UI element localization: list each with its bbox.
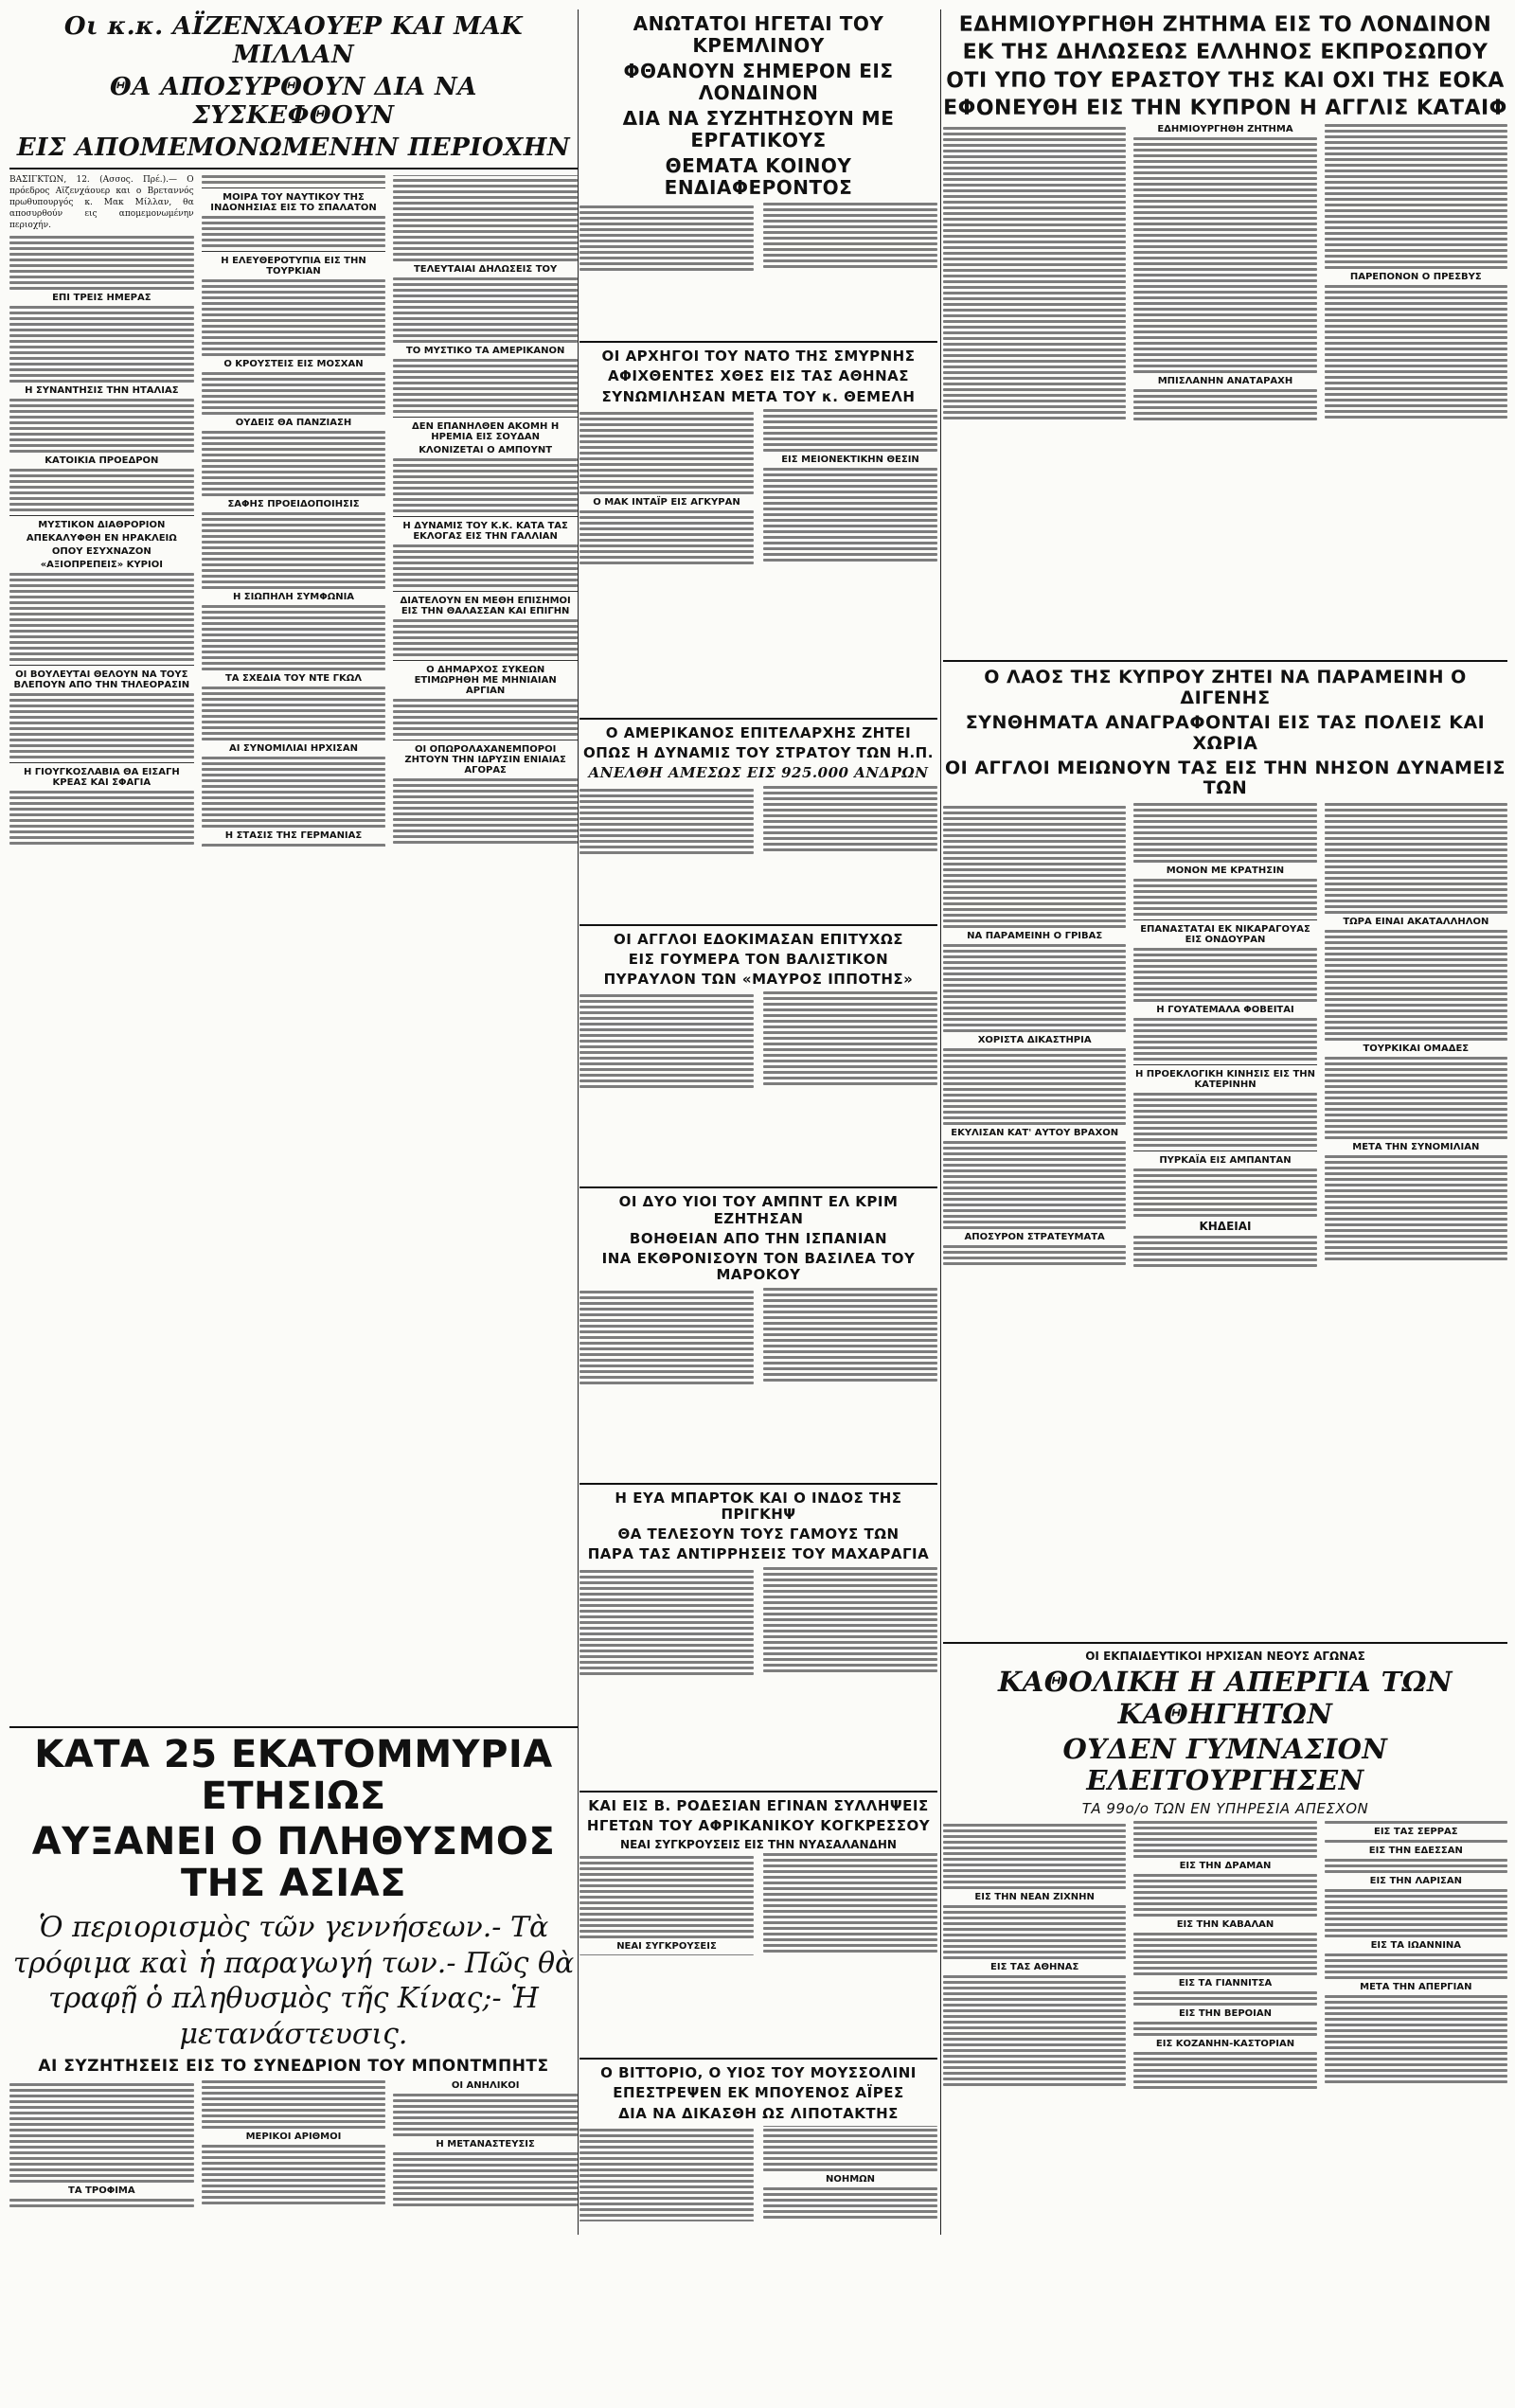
subheading: ΤΑ ΤΡΟΦΙΜΑ xyxy=(68,2185,135,2196)
subheading: ΜΕΤΑ ΤΗΝ ΑΠΕΡΓΙΑΝ xyxy=(1360,1981,1472,1992)
subheading: ΤΟ ΜΥΣΤΙΚΟ ΤΑ ΑΜΕΡΙΚΑΝΟΝ xyxy=(405,345,565,356)
subheading: Ο ΚΡΟΥΣΤΕΙΣ ΕΙΣ ΜΟΣΧΑΝ xyxy=(223,359,364,370)
article-columns xyxy=(579,786,937,919)
article-columns xyxy=(943,803,1507,1636)
headline-mayor: Ο ΔΗΜΑΡΧΟΣ ΣΥΚΕΩΝ ΕΤΙΜΩΡΗΘΗ ΜΕ ΜΗΝΙΑΙΑΝ ΑΡΓΙΑΝ xyxy=(414,664,557,696)
subheading: ΝΑ ΠΑΡΑΜΕΙΝΗ Ο ΓΡΙΒΑΣ xyxy=(967,931,1103,942)
divider xyxy=(579,2058,937,2060)
article-text xyxy=(943,944,1126,1032)
subheading: Η ΣΤΑΣΙΣ ΤΗΣ ΓΕΡΜΑΝΙΑΣ xyxy=(224,830,363,842)
subheading: ΕΙΣ ΤΗΝ ΕΔΕΣΣΑΝ xyxy=(1368,1845,1463,1856)
article-columns xyxy=(9,2080,578,2364)
subheading: ΝΟΗΜΩΝ xyxy=(825,2174,876,2185)
headline-line: Οι κ.κ. ΑΪΖΕΝΧΑΟΥΕΡ ΚΑΙ ΜΑΚ ΜΙΛΛΑΝ xyxy=(63,12,524,69)
article-text xyxy=(393,544,578,587)
headline-eisenhower xyxy=(9,13,578,162)
headline-line: «ΑΞΙΟΠΡΕΠΕΙΣ» ΚΥΡΙΟΙ xyxy=(40,559,163,570)
subheading: ΝΕΑΙ ΣΥΓΚΡΟΥΣΕΙΣ xyxy=(616,1941,717,1952)
article-text xyxy=(1133,1991,1316,2006)
headline-line: ΒΟΗΘΕΙΑΝ ΑΠΟ ΤΗΝ ΙΣΠΑΝΙΑΝ xyxy=(629,1229,888,1247)
headline-line: ΗΓΕΤΩΝ ΤΟΥ ΑΦΡΙΚΑΝΙΚΟΥ ΚΟΓΚΡΕΣΣΟΥ xyxy=(586,1816,931,1834)
article-text xyxy=(393,778,578,844)
article-text xyxy=(393,359,578,413)
divider xyxy=(579,1791,937,1793)
subheading: ΤΟΥΡΚΙΚΑΙ ΟΜΑΔΕΣ xyxy=(1363,1043,1470,1055)
column-rule xyxy=(578,9,579,2235)
article-text xyxy=(763,468,937,562)
article-text xyxy=(1133,1168,1316,1217)
headline-honduras: ΕΠΑΝΑΣΤΑΤΑΙ ΕΚ ΝΙΚΑΡΑΓΟΥΑΣ ΕΙΣ ΟΝΔΟΥΡΑΝ xyxy=(1140,924,1310,946)
article-text xyxy=(202,216,386,247)
article-text xyxy=(579,1856,754,1938)
headline-line: ΣΥΝΘΗΜΑΤΑ ΑΝΑΓΡΑΦΟΝΤΑΙ ΕΙΣ ΤΑΣ ΠΟΛΕΙΣ ΚΑΙ ΧΩΡΙΑ xyxy=(965,711,1486,754)
article-text xyxy=(9,306,194,383)
article-text xyxy=(1133,1874,1316,1917)
subheading: ΕΙΣ ΤΗΝ ΒΕΡΟΙΑΝ xyxy=(1178,2007,1272,2019)
article-text xyxy=(579,1288,937,1386)
article-text xyxy=(202,757,386,828)
article-columns xyxy=(579,409,937,712)
article-text xyxy=(9,693,194,758)
subheading: ΚΛΟΝΙΖΕΤΑΙ Ο ΑΜΠΟΥΝΤ xyxy=(419,444,553,455)
headline-line: Ο ΛΑΟΣ ΤΗΣ ΚΥΠΡΟΥ ΖΗΤΕΙ ΝΑ ΠΑΡΑΜΕΙΝΗ Ο ΔΙΓΕΝΗΣ xyxy=(984,667,1467,709)
subheading: ΜΕΤΑ ΤΗΝ ΣΥΝΟΜΙΛΙΑΝ xyxy=(1352,1142,1480,1153)
article-columns xyxy=(943,1821,1507,2408)
article-text xyxy=(9,573,194,661)
headline-officials: ΔΙΑΤΕΛΟΥΝ ΕΝ ΜΕΘΗ ΕΠΙΣΗΜΟΙ ΕΙΣ ΤΗΝ ΘΑΛΑΣΣΑΝ ΚΑΙ ΕΠΙΓΗΝ xyxy=(400,595,571,616)
article-text xyxy=(1133,879,1316,916)
divider xyxy=(579,1186,937,1188)
subheading: ΕΙΣ ΤΑΣ ΑΘΗΝΑΣ xyxy=(990,1961,1079,1972)
headline-asia-population xyxy=(9,1734,578,1904)
subheading: ΕΠΙ ΤΡΕΙΣ ΗΜΕΡΑΣ xyxy=(52,292,152,303)
subheading: Η ΜΕΤΑΝΑΣΤΕΥΣΙΣ xyxy=(436,2139,535,2149)
subheading: Η ΓΟΥΑΤΕΜΑΛΑ ΦΟΒΕΙΤΑΙ xyxy=(1156,1005,1294,1016)
headline-line: ΟΤΙ ΥΠΟ ΤΟΥ ΕΡΑΣΤΟΥ ΤΗΣ ΚΑΙ ΟΧΙ ΤΗΣ ΕΟΚΑ xyxy=(946,68,1505,93)
article-text xyxy=(9,469,194,511)
headline-line: ΔΙΑ ΝΑ ΣΥΖΗΤΗΣΟΥΝ ΜΕ ΕΡΓΑΤΙΚΟΥΣ xyxy=(622,107,895,152)
subheading: ΝΕΑΙ ΣΥΓΚΡΟΥΣΕΙΣ ΕΙΣ ΤΗΝ ΝΥΑΣΑΛΑΝΔΗΝ xyxy=(620,1838,897,1851)
headline-rhodesia xyxy=(579,1798,937,1835)
subheading: ΟΙ ΑΝΗΛΙΚΟΙ xyxy=(451,2080,520,2091)
headline-line: ΚΑΤΑ 25 ΕΚΑΤΟΜΜΥΡΙΑ ΕΤΗΣΙΩΣ xyxy=(34,1733,553,1819)
headline-line: ΕΙΣ ΓΟΥΜΕΡΑ ΤΟΝ ΒΑΛΙΣΤΙΚΟΝ xyxy=(628,950,889,968)
article-lead: ΒΑΣΙΓΚΤΩΝ, 12. (Ασσος. Πρέ.).— Ο πρόεδρος Αϊζενχάουερ και ο Βρεταννός πρωθυπουργός κ. Μακ Μίλλαν, θα αποσυρθούν εις απομεμονωμένην περιοχήν. xyxy=(9,175,194,230)
left-section xyxy=(9,9,578,2364)
article-columns xyxy=(579,991,937,1181)
headline-line: ΟΙ ΑΓΓΛΟΙ ΜΕΙΩΝΟΥΝ ΤΑΣ ΕΙΣ ΤΗΝ ΝΗΣΟΝ ΔΥΝΑΜΕΙΣ ΤΩΝ xyxy=(945,757,1506,799)
subheading: ΕΙΣ ΤΑ ΙΩΑΝΝΙΝΑ xyxy=(1370,1939,1462,1951)
headline-line: ΑΥΞΑΝΕΙ Ο ΠΛΗΘΥΣΜΟΣ ΤΗΣ ΑΣΙΑΣ xyxy=(31,1820,556,1906)
article-text xyxy=(1325,930,1507,1041)
headline-line: ΘΕΜΑΤΑ ΚΟΙΝΟΥ ΕΝΔΙΑΦΕΡΟΝΤΟΣ xyxy=(664,154,853,199)
article-text xyxy=(943,127,1126,419)
article-text xyxy=(579,203,937,273)
article-text xyxy=(393,699,578,736)
headline-line: ΟΙ ΑΡΧΗΓΟΙ ΤΟΥ ΝΑΤΟ ΤΗΣ ΣΜΥΡΝΗΣ xyxy=(601,348,916,365)
headline-line: ΟΙ ΔΥΟ ΥΙΟΙ ΤΟΥ ΑΜΠΝΤ ΕΛ ΚΡΙΜ ΕΖΗΤΗΣΑΝ xyxy=(618,1193,899,1227)
article-text xyxy=(579,412,754,494)
subheading: ΕΙΣ ΜΕΙΟΝΕΚΤΙΚΗΝ ΘΕΣΙΝ xyxy=(781,454,919,465)
headline-line: ΕΚ ΤΗΣ ΔΗΛΩΣΕΩΣ ΕΛΛΗΝΟΣ ΕΚΠΡΟΣΩΠΟΥ xyxy=(962,41,1488,65)
article-text xyxy=(579,991,937,1090)
article-text xyxy=(1133,2022,1316,2036)
article-text xyxy=(763,2187,937,2219)
headline-television: ΟΙ ΒΟΥΛΕΥΤΑΙ ΘΕΛΟΥΝ ΝΑ ΤΟΥΣ ΒΛΕΠΟΥΝ ΑΠΟ ΤΗΝ ΤΗΛΕΟΡΑΣΙΝ xyxy=(13,669,190,690)
article-columns xyxy=(579,1567,937,1785)
article-text xyxy=(1133,1018,1316,1061)
headline-line: ΑΠΕΚΑΛΥΦΘΗ ΕΝ ΗΡΑΚΛΕΙΩ xyxy=(26,532,177,544)
headline-black-knight xyxy=(579,932,937,989)
article-text xyxy=(1325,1953,1507,1979)
subheading: ΧΟΡΙΣΤΑ ΔΙΚΑΣΤΗΡΙΑ xyxy=(977,1035,1092,1046)
subheading: ΤΑ ΣΧΕΔΙΑ ΤΟΥ ΝΤΕ ΓΚΩΛ xyxy=(224,673,362,685)
headline-turkey-press: Η ΕΛΕΥΘΕΡΟΤΥΠΙΑ ΕΙΣ ΤΗΝ ΤΟΥΡΚΙΑΝ xyxy=(221,256,366,277)
article-text xyxy=(202,372,386,415)
headline-eva-bartok xyxy=(579,1490,937,1563)
headline-line: ΘΑ ΑΠΟΣΥΡΘΟΥΝ ΔΙΑ ΝΑ ΣΥΣΚΕΦΘΟΥΝ xyxy=(110,72,477,130)
article-text xyxy=(393,458,578,512)
article-text xyxy=(943,1975,1126,2069)
article-text xyxy=(1325,814,1507,914)
headline-line: ΙΝΑ ΕΚΘΡΟΝΙΣΟΥΝ ΤΟΝ ΒΑΣΙΛΕΑ ΤΟΥ ΜΑΡΟΚΟΥ xyxy=(601,1250,916,1284)
headline-katerini: Η ΠΡΟΕΚΛΟΓΙΚΗ ΚΙΝΗΣΙΣ ΕΙΣ ΤΗΝ ΚΑΤΕΡΙΝΗΝ xyxy=(1134,1069,1316,1091)
subheading: ΑΙ ΣΥΝΟΜΙΛΙΑΙ ΗΡΧΙΣΑΝ xyxy=(228,743,358,755)
headline-cyprus xyxy=(943,668,1507,799)
article-columns xyxy=(579,2126,937,2315)
article-text xyxy=(1133,948,1316,1002)
article-text xyxy=(943,1905,1126,1959)
article-columns xyxy=(943,124,1507,654)
subheading: ΕΙΣ ΤΗΝ ΝΕΑΝ ΖΙΧΝΗΝ xyxy=(974,1891,1095,1902)
headline-line: ΠΑΡΑ ΤΑΣ ΑΝΤΙΡΡΗΣΕΙΣ ΤΟΥ ΜΑΧΑΡΑΓΙΑ xyxy=(587,1545,930,1563)
article-text xyxy=(943,1141,1126,1229)
headline-yugoslavia: Η ΓΙΟΥΓΚΟΣΛΑΒΙΑ ΘΑ ΕΙΣΑΓΗ ΚΡΕΑΣ ΚΑΙ ΣΦΑΓΙΑ xyxy=(23,766,180,788)
article-text xyxy=(943,1824,1126,1889)
article-text xyxy=(1325,1889,1507,1937)
article-text xyxy=(1325,1995,1507,2083)
article-text xyxy=(202,2097,386,2129)
headline-line: Ο ΒΙΤΤΟΡΙΟ, Ο ΥΙΟΣ ΤΟΥ ΜΟΥΣΣΟΛΙΝΙ xyxy=(600,2064,917,2081)
subheading: ΜΠΙΣΛΑΝΗΝ ΑΝΑΤΑΡΑΧΗ xyxy=(1157,376,1293,387)
article-text xyxy=(1133,1093,1316,1147)
article-text xyxy=(943,1048,1126,1125)
headline-vittorio xyxy=(579,2065,937,2122)
article-text xyxy=(393,277,578,343)
article-text xyxy=(1325,1057,1507,1139)
headline-line: ΟΙ ΑΓΓΛΟΙ ΕΔΟΚΙΜΑΣΑΝ ΕΠΙΤΥΧΩΣ xyxy=(614,930,903,948)
article-columns xyxy=(579,1288,937,1477)
headline-line: ΣΥΝΩΜΙΛΗΣΑΝ ΜΕΤΑ ΤΟΥ κ. ΘΕΜΕΛΗ xyxy=(601,387,916,405)
subheading: ΕΚΥΛΙΣΑΝ ΚΑΤ' ΑΥΤΟΥ ΒΡΑΧΟΝ xyxy=(951,1128,1119,1139)
subheading: Ο ΜΑΚ ΙΝΤΑΪΡ ΕΙΣ ΑΓΚΥΡΑΝ xyxy=(593,496,740,508)
article-text xyxy=(202,279,386,356)
article-text xyxy=(202,605,386,670)
headline-kicker: ΟΙ ΕΚΠΑΙΔΕΥΤΙΚΟΙ ΗΡΧΙΣΑΝ ΝΕΟΥΣ ΑΓΩΝΑΣ xyxy=(1085,1650,1365,1664)
article-text xyxy=(202,2145,386,2204)
article-columns xyxy=(9,175,578,1719)
subheading: ΚΗΔΕΙΑΙ xyxy=(1199,1220,1252,1234)
article-text xyxy=(943,806,1126,928)
article-columns xyxy=(579,203,937,335)
headline-congress: ΑΙ ΣΥΖΗΤΗΣΕΙΣ ΕΙΣ ΤΟ ΣΥΝΕΔΡΙΟΝ ΤΟΥ ΜΠΟΝΤΜΠΗΤΣ xyxy=(38,2057,549,2077)
subheading: ΜΕΡΙΚΟΙ ΑΡΙΘΜΟΙ xyxy=(245,2132,342,2142)
divider xyxy=(579,718,937,720)
subheading: ΤΕΛΕΥΤΑΙΑΙ ΔΗΛΩΣΕΙΣ ΤΟΥ xyxy=(413,263,558,275)
headline-line: ΚΑΘΟΛΙΚΗ Η ΑΠΕΡΓΙΑ ΤΩΝ ΚΑΘΗΓΗΤΩΝ xyxy=(998,1666,1453,1730)
headline-line: ΕΦΟΝΕΥΘΗ ΕΙΣ ΤΗΝ ΚΥΠΡΟΝ Η ΑΓΓΛΙΣ ΚΑΤΑΙΦ xyxy=(943,96,1507,120)
divider xyxy=(579,1483,937,1485)
divider xyxy=(579,924,937,926)
article-text xyxy=(9,2083,194,2183)
article-text xyxy=(393,619,578,656)
headline-us-army xyxy=(579,725,937,782)
article-text xyxy=(202,431,386,496)
subheading: ΑΠΟΣΥΡΟΝ ΣΤΡΑΤΕΥΜΑΤΑ xyxy=(964,1232,1105,1243)
headline-line: ΕΔΗΜΙΟΥΡΓΗΘΗ ΖΗΤΗΜΑ ΕΙΣ ΤΟ ΛΟΝΔΙΝΟΝ xyxy=(958,13,1492,37)
headline-line: ΟΥΔΕΝ ΓΥΜΝΑΣΙΟΝ ΕΛΕΙΤΟΥΡΓΗΣΕΝ xyxy=(1062,1732,1388,1797)
column-rule xyxy=(940,9,941,2235)
headline-teachers-strike xyxy=(943,1667,1507,1796)
subheading: ΕΙΣ ΤΗΝ ΔΡΑΜΑΝ xyxy=(1179,1860,1272,1871)
headline-greengrocers: ΟΙ ΟΠΩΡΟΛΑΧΑΝΕΜΠΟΡΟΙ ΖΗΤΟΥΝ ΤΗΝ ΙΔΡΥΣΙΝ ΕΝΙΑΙΑΣ ΑΓΟΡΑΣ xyxy=(404,743,566,776)
article-text xyxy=(579,1567,937,1677)
headline-kremlin xyxy=(579,13,937,199)
subheading: ΚΑΤΟΙΚΙΑ ΠΡΟΕΔΡΟΝ xyxy=(45,455,159,466)
article-text xyxy=(1325,285,1507,419)
headline-line: ΑΦΙΧΘΕΝΤΕΣ ΧΘΕΣ ΕΙΣ ΤΑΣ ΑΘΗΝΑΣ xyxy=(608,367,909,385)
article-text xyxy=(1325,1155,1507,1260)
subheading: ΕΙΣ ΤΑ ΓΙΑΝΝΙΤΣΑ xyxy=(1178,1977,1273,1989)
headline-nato xyxy=(579,348,937,405)
headline-line: ΕΙΣ ΑΠΟΜΕΜΟΝΩΜΕΝΗΝ ΠΕΡΙΟΧΗΝ xyxy=(16,133,571,162)
article-text xyxy=(202,512,386,589)
headline-line: ΘΑ ΤΕΛΕΣΟΥΝ ΤΟΥΣ ΓΑΜΟΥΣ ΤΩΝ xyxy=(617,1525,900,1543)
headline-abadan-fire: ΠΥΡΚΑΪΑ ΕΙΣ ΑΜΠΑΝΤΑΝ xyxy=(1159,1155,1292,1167)
headline-line: ΟΠΩΣ Η ΔΥΝΑΜΙΣ ΤΟΥ ΣΤΡΑΤΟΥ ΤΩΝ Η.Π. xyxy=(583,744,934,761)
article-text xyxy=(579,786,937,856)
article-text xyxy=(202,687,386,740)
divider xyxy=(9,168,578,169)
divider xyxy=(943,660,1507,662)
subheading: ΕΔΗΜΙΟΥΡΓΗΘΗ ΖΗΤΗΜΑ xyxy=(1157,124,1293,135)
divider xyxy=(943,1642,1507,1644)
subheading: Η ΣΥΝΑΝΤΗΣΙΣ ΤΗΝ ΗΤΑΛΙΑΣ xyxy=(25,384,179,396)
subheading: ΣΑΦΗΣ ΠΡΟΕΙΔΟΠΟΙΗΣΙΣ xyxy=(227,499,360,510)
article-text xyxy=(1133,1933,1316,1975)
subheading: ΠΑΡΕΠΟΝΟΝ Ο ΠΡΕΣΒΥΣ xyxy=(1349,272,1482,283)
headline-london-issue xyxy=(943,13,1507,120)
headline-line: ΠΥΡΑΥΛΟΝ ΤΩΝ «ΜΑΥΡΟΣ ΙΠΠΟΤΗΣ» xyxy=(603,971,914,988)
article-columns xyxy=(579,1853,937,2052)
headline-line: ΑΝΩΤΑΤΟΙ ΗΓΕΤΑΙ ΤΟΥ ΚΡΕΜΛΙΝΟΥ xyxy=(633,12,884,57)
subheading: ΜΟΝΟΝ ΜΕ ΚΡΑΤΗΣΙΝ xyxy=(1166,865,1285,877)
headline-sudan: ΔΕΝ ΕΠΑΝΗΛΘΕΝ ΑΚΟΜΗ Η ΗΡΕΜΙΑ ΕΙΣ ΣΟΥΔΑΝ xyxy=(412,420,560,442)
headline-deck: ΤΑ 99o/o ΤΩΝ ΕΝ ΥΠΗΡΕΣΙΑ ΑΠΕΣΧΟΝ xyxy=(1081,1799,1369,1817)
headline-line: Ο ΑΜΕΡΙΚΑΝΟΣ ΕΠΙΤΕΛΑΡΧΗΣ ΖΗΤΕΙ xyxy=(605,723,912,741)
article-text xyxy=(1325,1859,1507,1873)
subheading: Η ΣΙΩΠΗΛΗ ΣΥΜΦΩΝΙΑ xyxy=(232,592,355,603)
article-text xyxy=(393,2094,578,2136)
headline-line: ΟΠΟΥ ΕΣΥΧΝΑΖΟΝ xyxy=(51,545,152,557)
subheading: ΕΙΣ ΤΗΝ ΛΑΡΙΣΑΝ xyxy=(1369,1875,1462,1886)
headline-line: ΦΘΑΝΟΥΝ ΣΗΜΕΡΟΝ ΕΙΣ ΛΟΝΔΙΝΟΝ xyxy=(623,60,894,104)
article-text xyxy=(393,2152,578,2206)
divider xyxy=(9,1726,578,1728)
headline-line: ΜΥΣΤΙΚΟΝ ΔΙΑΘΡΟΡΙΟΝ xyxy=(38,519,166,530)
divider xyxy=(579,341,937,343)
subheading: ΤΩΡΑ ΕΙΝΑΙ ΑΚΑΤΑΛΛΗΛΟΝ xyxy=(1343,917,1489,928)
article-text xyxy=(9,236,194,290)
article-text xyxy=(9,399,194,453)
article-text xyxy=(1325,1840,1507,1843)
subheading: ΕΙΣ ΚΟΖΑΝΗΝ-ΚΑΣΤΟΡΙΑΝ xyxy=(1155,2038,1295,2049)
subheading: ΕΙΣ ΤΑΣ ΣΕΡΡΑΣ xyxy=(1374,1826,1458,1837)
article-text xyxy=(1133,137,1316,373)
headline-line: ΕΠΕΣΤΡΕΨΕΝ ΕΚ ΜΠΟΥΕΝΟΣ ΑΪΡΕΣ xyxy=(613,2084,904,2102)
headline-line: ΚΑΙ ΕΙΣ Β. ΡΟΔΕΣΙΑΝ ΕΓΙΝΑΝ ΣΥΛΛΗΨΕΙΣ xyxy=(588,1796,929,1814)
headline-line: Η ΕΥΑ ΜΠΑΡΤΟΚ ΚΑΙ Ο ΙΝΔΟΣ ΤΗΣ ΠΡΙΓΚΗΨ xyxy=(615,1489,902,1523)
right-section xyxy=(943,9,1507,2408)
middle-section xyxy=(579,9,937,2315)
headline-line: ΔΙΑ ΝΑ ΔΙΚΑΣΘΗ ΩΣ ΛΙΠΟΤΑΚΤΗΣ xyxy=(618,2104,899,2122)
headline-abd-el-krim xyxy=(579,1194,937,1283)
headline-france-elections: Η ΔΥΝΑΜΙΣ ΤΟΥ Κ.Κ. ΚΑΤΑ ΤΑΣ ΕΚΛΟΓΑΣ ΕΙΣ ΤΗΝ ΓΑΛΛΙΑΝ xyxy=(402,520,568,542)
subheading: ΟΥΔΕΙΣ ΘΑ ΠΑΝΖΙΑΣΗ xyxy=(235,418,352,429)
headline-indonesia: ΜΟΙΡΑ ΤΟΥ ΝΑΥΤΙΚΟΥ ΤΗΣ ΙΝΔΟΝΗΣΙΑΣ ΕΙΣ ΤΟ ΣΠΑΛΑΤΟΝ xyxy=(210,192,377,214)
headline-heraklion xyxy=(9,520,194,570)
subheading: ΕΙΣ ΤΗΝ ΚΑΒΑΛΑΝ xyxy=(1176,1918,1274,1930)
headline-deck: Ὁ περιορισμὸς τῶν γεννήσεων.- Τὰ τρόφιμα καὶ ἡ παραγωγή των.- Πῶς θὰ τραφῇ ὁ πληθυσμὸς τῆς Κίνας;- Ἡ μετανάστευσις. xyxy=(12,1911,575,2051)
headline-line: ΑΝΕΛΘΗ ΑΜΕΣΩΣ ΕΙΣ 925.000 ΑΝΔΡΩΝ xyxy=(588,764,929,782)
